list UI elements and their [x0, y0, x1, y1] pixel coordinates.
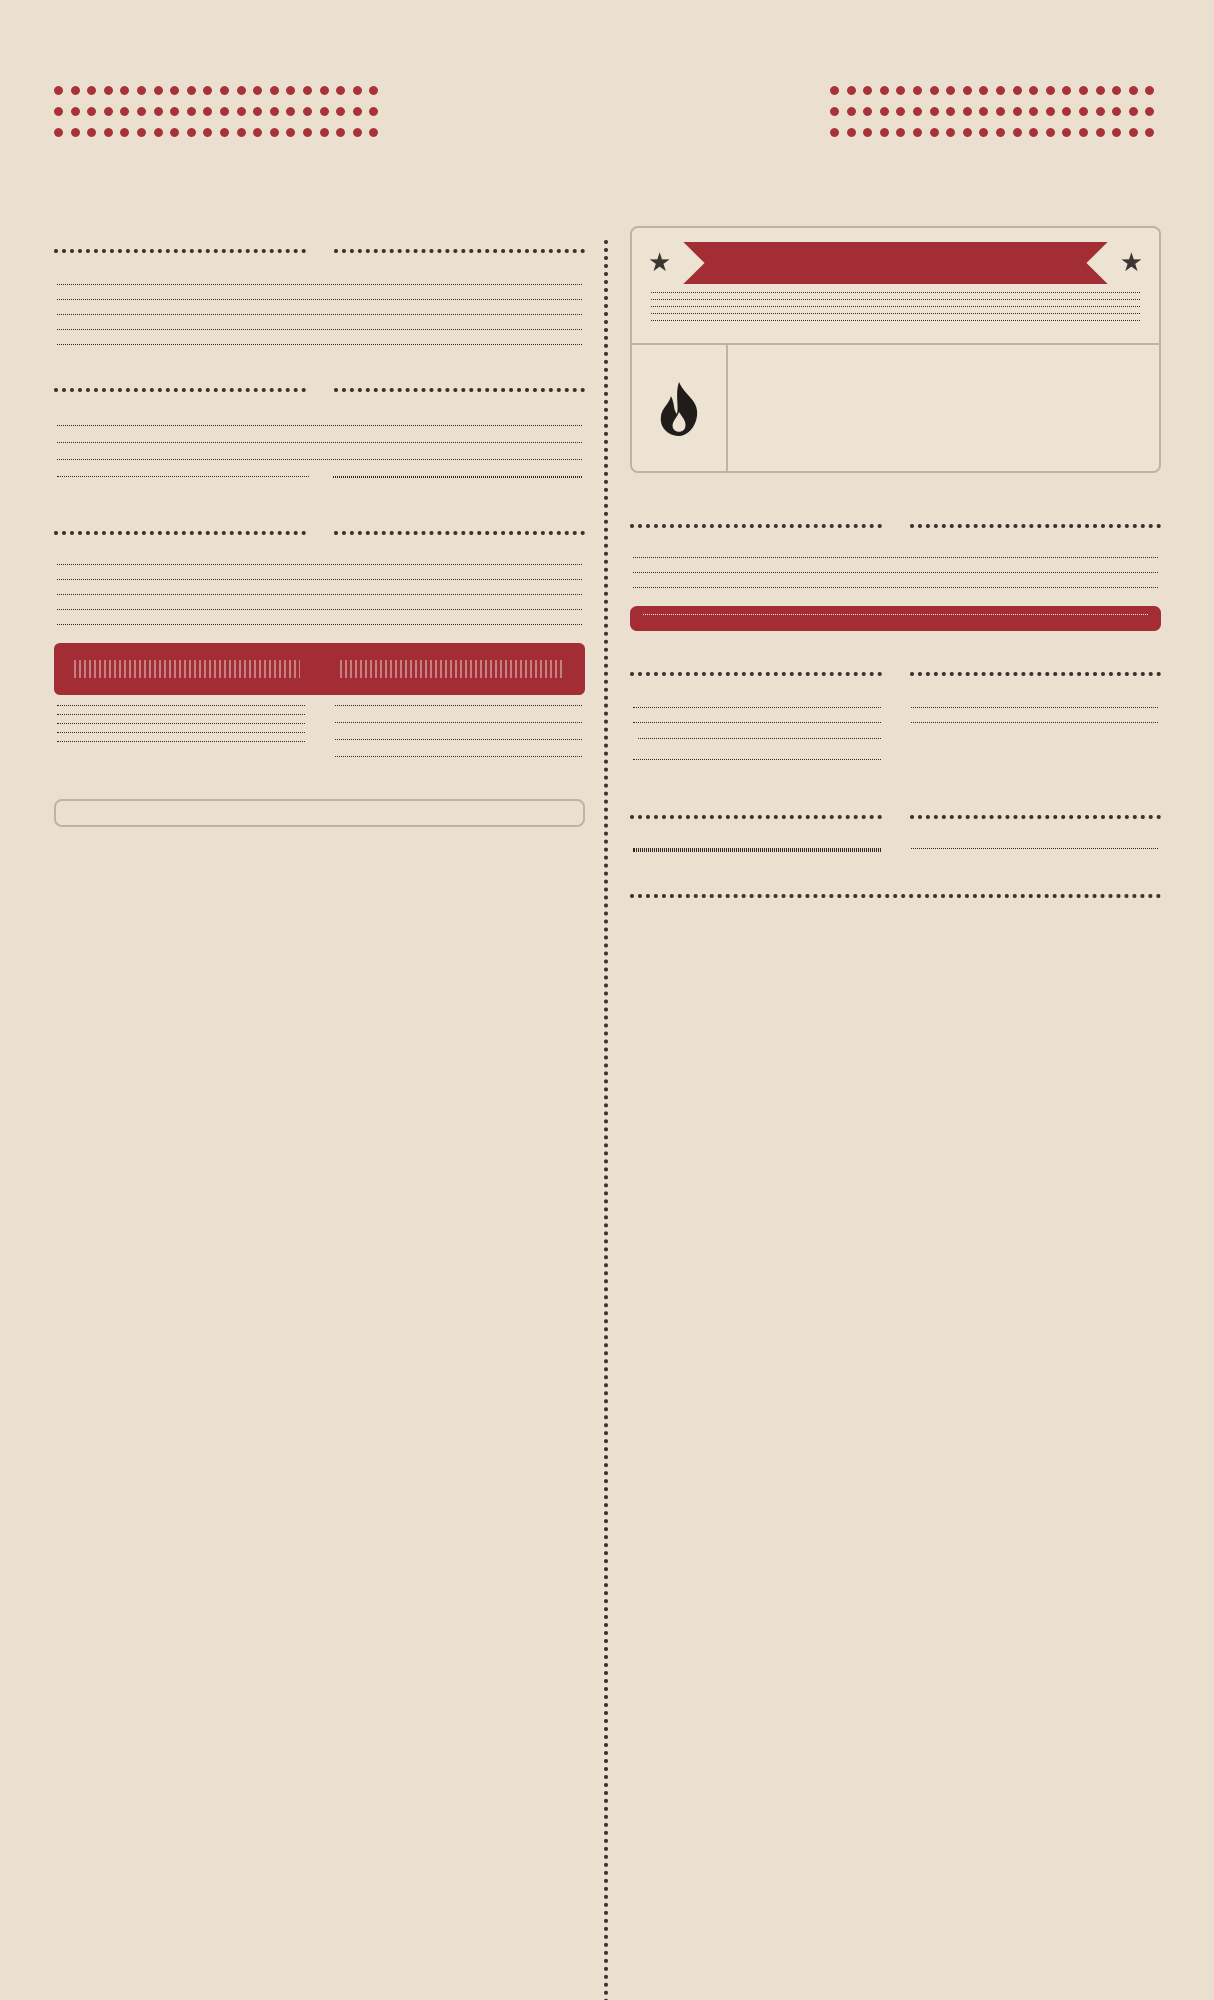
dot — [369, 86, 378, 95]
goodies-header — [630, 794, 1161, 840]
dot — [1029, 128, 1038, 137]
dot — [896, 86, 905, 95]
dot — [1145, 86, 1154, 95]
menu-item — [54, 745, 308, 746]
dot — [930, 128, 939, 137]
dot — [979, 128, 988, 137]
handhelds-list — [54, 568, 585, 629]
dot — [320, 128, 329, 137]
dot — [54, 86, 63, 95]
dot — [104, 86, 113, 95]
dot — [270, 107, 279, 116]
dot — [369, 128, 378, 137]
dot — [369, 107, 378, 116]
flame-icon — [632, 345, 728, 471]
starters-list — [54, 288, 585, 349]
dot — [1129, 128, 1138, 137]
dot — [946, 107, 955, 116]
dot — [320, 86, 329, 95]
dot — [863, 107, 872, 116]
dot — [996, 86, 1005, 95]
dot — [286, 86, 295, 95]
dot — [54, 128, 63, 137]
dot — [270, 128, 279, 137]
dot — [1046, 86, 1055, 95]
dot — [71, 107, 80, 116]
menu-item — [630, 561, 1161, 562]
dot — [237, 128, 246, 137]
dot — [880, 107, 889, 116]
dot — [1112, 86, 1121, 95]
menu-item — [54, 736, 308, 737]
menu-item — [54, 583, 585, 584]
dot — [1062, 86, 1071, 95]
dot — [1112, 107, 1121, 116]
dot — [353, 107, 362, 116]
decorative-dots-right — [830, 86, 1162, 137]
dot — [220, 128, 229, 137]
dot — [830, 107, 839, 116]
dot — [137, 86, 146, 95]
dot — [120, 107, 129, 116]
dot — [336, 107, 345, 116]
trimmings-banner — [54, 643, 585, 695]
menu-item — [648, 317, 1143, 318]
dot — [237, 107, 246, 116]
dot — [253, 86, 262, 95]
menu-item — [332, 709, 585, 710]
dot — [286, 128, 295, 137]
menu-item — [630, 711, 884, 712]
dot — [203, 128, 212, 137]
menu-item — [54, 463, 585, 464]
trimmings-list — [54, 709, 585, 777]
menu-item — [332, 726, 585, 727]
star-icon: ★ — [1119, 248, 1143, 278]
dot — [104, 128, 113, 137]
menu-item — [648, 324, 1143, 325]
smoked-meats-list — [648, 296, 1143, 325]
menu-item — [630, 591, 1161, 592]
fixins-list — [630, 711, 1161, 778]
dot — [996, 107, 1005, 116]
menu-item — [54, 303, 585, 304]
dot — [1029, 107, 1038, 116]
fixins-header — [630, 651, 1161, 697]
dot — [847, 107, 856, 116]
dot — [187, 107, 196, 116]
dot — [253, 107, 262, 116]
menu-item — [630, 576, 1161, 577]
dot — [1079, 128, 1088, 137]
dot — [270, 86, 279, 95]
burgers-list — [630, 561, 1161, 592]
dot — [930, 107, 939, 116]
dot — [979, 86, 988, 95]
dot — [303, 128, 312, 137]
dot — [1145, 128, 1154, 137]
dot — [137, 107, 146, 116]
menu-item — [908, 726, 1161, 727]
dot — [1046, 128, 1055, 137]
menu-item — [332, 760, 585, 761]
dot — [1013, 107, 1022, 116]
menu-item — [332, 743, 585, 744]
right-column — [630, 226, 1161, 910]
dot — [979, 107, 988, 116]
burgers-header — [630, 503, 1161, 549]
gluten-free-note — [54, 799, 585, 827]
dot — [154, 128, 163, 137]
dot — [203, 107, 212, 116]
dot — [1112, 128, 1121, 137]
menu-item — [54, 709, 308, 710]
menu-item — [908, 852, 1161, 853]
decorative-dots-left — [54, 86, 386, 137]
dot — [1145, 107, 1154, 116]
dot — [896, 107, 905, 116]
column-divider — [604, 240, 608, 2000]
menu-item — [54, 429, 585, 430]
menu-item — [54, 333, 585, 334]
star-icon: ★ — [648, 248, 672, 278]
light-list — [54, 429, 585, 464]
dot — [1129, 86, 1138, 95]
beyond-burger-box — [630, 606, 1161, 631]
dot — [1029, 86, 1038, 95]
dot — [863, 86, 872, 95]
dot — [1129, 107, 1138, 116]
menu-item — [54, 288, 585, 289]
dot — [154, 86, 163, 95]
bowl-toppers — [54, 480, 585, 482]
demand-notice — [632, 343, 1159, 471]
dot — [170, 107, 179, 116]
dot — [71, 86, 80, 95]
dot — [336, 86, 345, 95]
dot — [154, 107, 163, 116]
dot — [963, 86, 972, 95]
dot — [253, 128, 262, 137]
smoked-meats-box — [630, 226, 1161, 473]
dot — [187, 128, 196, 137]
topper-item — [54, 480, 312, 481]
dot — [1062, 128, 1071, 137]
dot — [170, 128, 179, 137]
dot — [137, 128, 146, 137]
menu-item — [54, 718, 308, 719]
dot — [54, 107, 63, 116]
menu-item — [54, 348, 585, 349]
dot — [187, 86, 196, 95]
dot — [1096, 86, 1105, 95]
dot — [1096, 128, 1105, 137]
menu-item — [54, 318, 585, 319]
menu-item — [648, 296, 1143, 297]
dot — [203, 86, 212, 95]
dot — [104, 107, 113, 116]
dot — [830, 128, 839, 137]
menu-item — [54, 568, 585, 569]
dot — [87, 86, 96, 95]
dot — [1046, 107, 1055, 116]
dot — [963, 107, 972, 116]
dot — [847, 128, 856, 137]
menu-item — [630, 726, 884, 749]
dot — [913, 107, 922, 116]
dot — [120, 128, 129, 137]
menu-item — [630, 855, 884, 856]
dot — [1096, 107, 1105, 116]
handhelds-header — [54, 510, 585, 556]
dot — [336, 128, 345, 137]
menu-item — [54, 598, 585, 599]
dot — [237, 86, 246, 95]
dot — [1079, 107, 1088, 116]
dot — [847, 86, 856, 95]
dot — [913, 128, 922, 137]
dot — [303, 107, 312, 116]
dot — [930, 86, 939, 95]
menu-item — [648, 303, 1143, 304]
dot — [353, 128, 362, 137]
dot — [120, 86, 129, 95]
dot — [170, 86, 179, 95]
dot — [320, 107, 329, 116]
menu-item — [54, 628, 585, 629]
disclaimer-divider — [630, 894, 1161, 898]
smoked-meats-banner — [683, 242, 1107, 284]
dot — [1013, 128, 1022, 137]
dot — [87, 107, 96, 116]
dot — [880, 128, 889, 137]
menu-item — [54, 446, 585, 447]
dot — [303, 86, 312, 95]
dot — [996, 128, 1005, 137]
dot — [946, 128, 955, 137]
dot — [1079, 86, 1088, 95]
dot — [220, 86, 229, 95]
starters-header — [54, 228, 585, 274]
dot — [220, 107, 229, 116]
menu-item — [648, 310, 1143, 311]
dot — [863, 128, 872, 137]
menu-item — [54, 727, 308, 728]
dot — [71, 128, 80, 137]
dot — [830, 86, 839, 95]
topper-item — [330, 481, 585, 482]
dot — [1013, 86, 1022, 95]
dot — [87, 128, 96, 137]
dot — [353, 86, 362, 95]
dot — [913, 86, 922, 95]
goodies-list — [630, 852, 1161, 856]
menu-item — [908, 711, 1161, 712]
dot — [946, 86, 955, 95]
dot — [1062, 107, 1071, 116]
add-on — [630, 727, 884, 749]
dot — [963, 128, 972, 137]
menu-item — [630, 763, 884, 764]
dot — [286, 107, 295, 116]
menu-item — [54, 613, 585, 614]
dot — [880, 86, 889, 95]
dot — [896, 128, 905, 137]
light-header — [54, 367, 585, 413]
left-column — [54, 228, 585, 853]
